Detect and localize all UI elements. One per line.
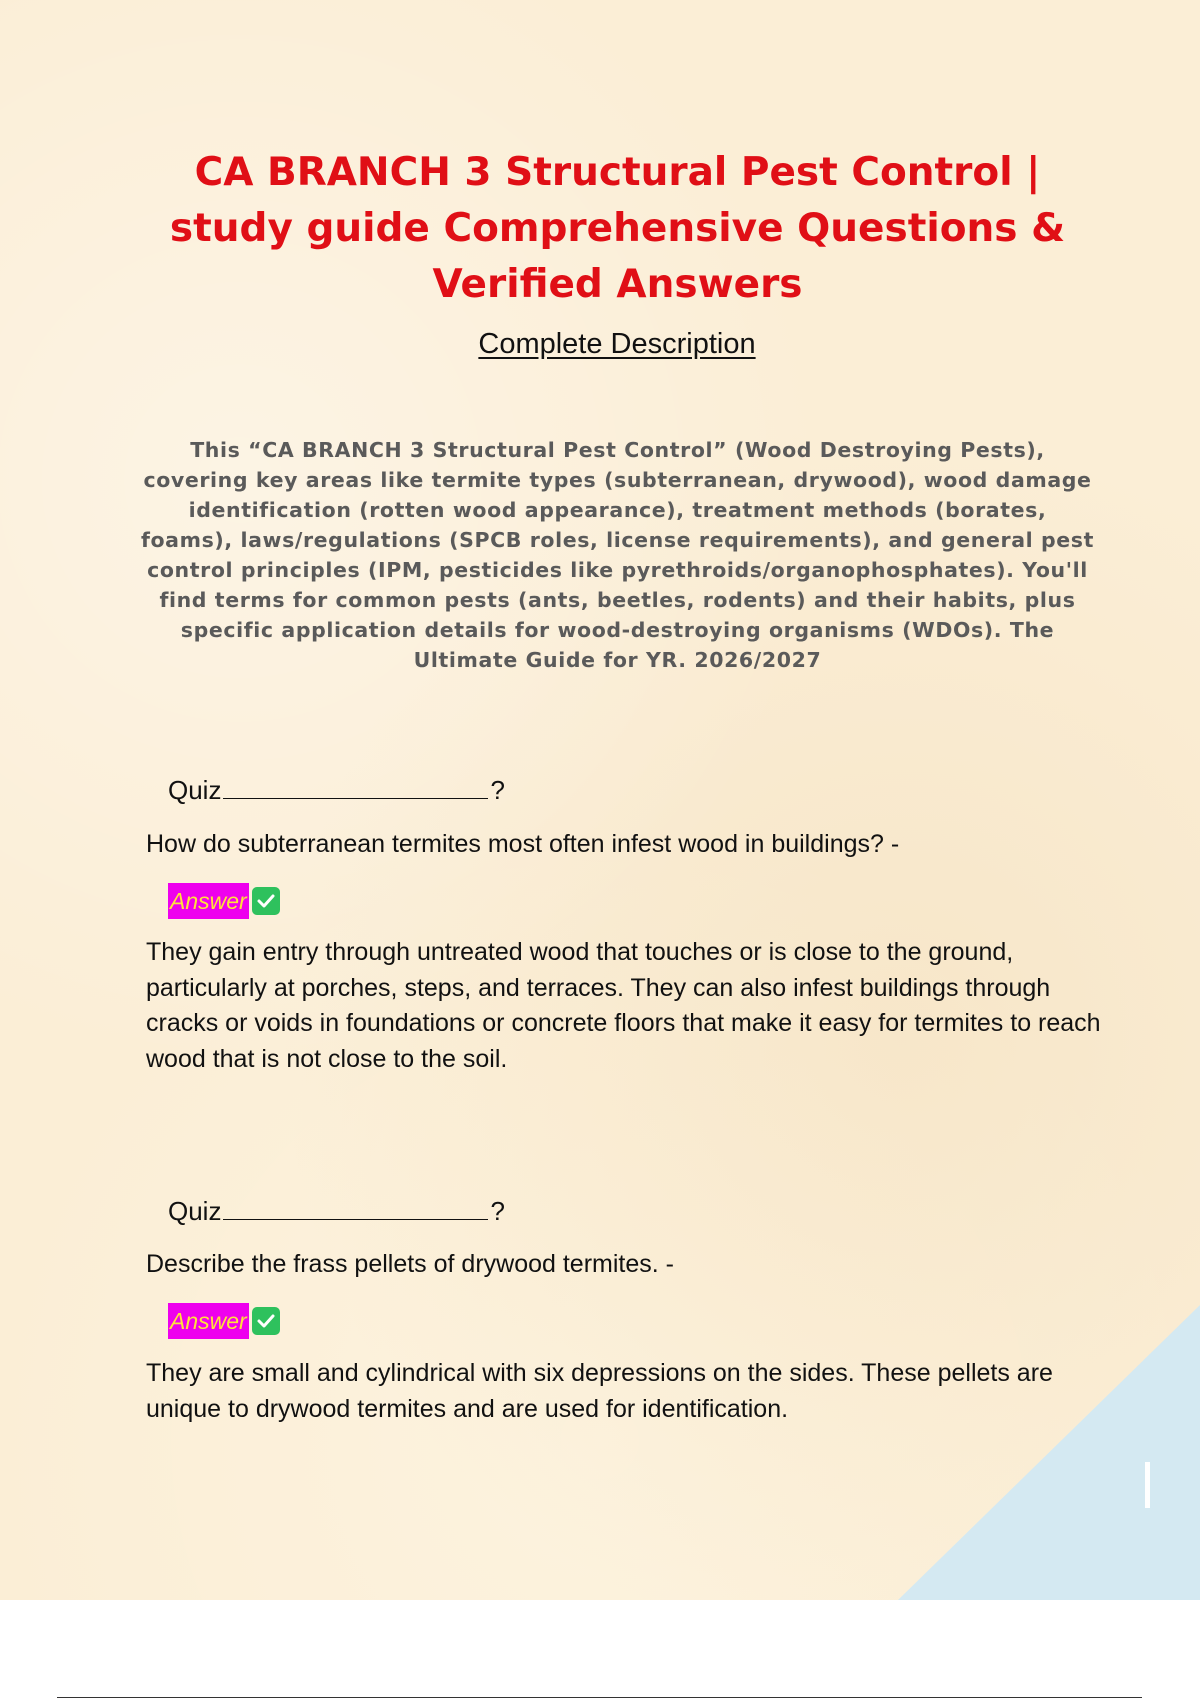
quiz-label: Quiz bbox=[168, 1196, 222, 1226]
footer-divider bbox=[57, 1697, 1142, 1698]
document-title: CA BRANCH 3 Structural Pest Control | study guide Comprehensive Questions & Verified Answers bbox=[169, 150, 1066, 307]
quiz-question: Describe the frass pellets of drywood termites. - bbox=[146, 1250, 674, 1278]
answer-label: Answer bbox=[168, 1303, 249, 1339]
quiz-blank-line bbox=[223, 776, 488, 799]
quiz-mark: ? bbox=[490, 775, 505, 805]
quiz-answer: They are small and cylindrical with six depressions on the sides. These pellets are unique to drywood termites and are used for identification. bbox=[146, 1359, 1053, 1423]
check-icon bbox=[252, 887, 280, 915]
quiz-blank-line bbox=[223, 1197, 488, 1220]
quiz-label: Quiz bbox=[168, 775, 222, 805]
answer-tag bbox=[168, 1302, 280, 1340]
quiz-heading bbox=[168, 1196, 505, 1227]
check-icon bbox=[252, 1307, 280, 1335]
quiz-heading bbox=[168, 775, 505, 806]
document-description: This “CA BRANCH 3 Structural Pest Control” (Wood Destroying Pests), covering key areas like termite types (subterranean, drywood), wood damage identification (rotten wood appearance), treatment methods (borates, foams), laws/regulations (SPCB roles, license requirements), and general pest control principles (IPM, pesticides like pyrethroids/organophosphates). You'll find terms for common pests (ants, beetles, rodents) and their habits, plus specific application details for wood-destroying organisms (WDOs). The Ultimate Guide for YR. 2026/2027 bbox=[140, 438, 1094, 672]
answer-tag bbox=[168, 882, 280, 920]
document-subtitle: Complete Description bbox=[478, 328, 756, 360]
quiz-mark: ? bbox=[490, 1196, 505, 1226]
quiz-question: How do subterranean termites most often infest wood in buildings? - bbox=[146, 830, 900, 858]
quiz-answer: They gain entry through untreated wood that touches or is close to the ground, particularly at porches, steps, and terraces. They can also infest buildings through cracks or voids in foundations or concrete floors that make it easy for termites to reach wood that is not close to the soil. bbox=[146, 938, 1101, 1073]
answer-label: Answer bbox=[168, 883, 249, 919]
edge-mark bbox=[1145, 1462, 1150, 1508]
